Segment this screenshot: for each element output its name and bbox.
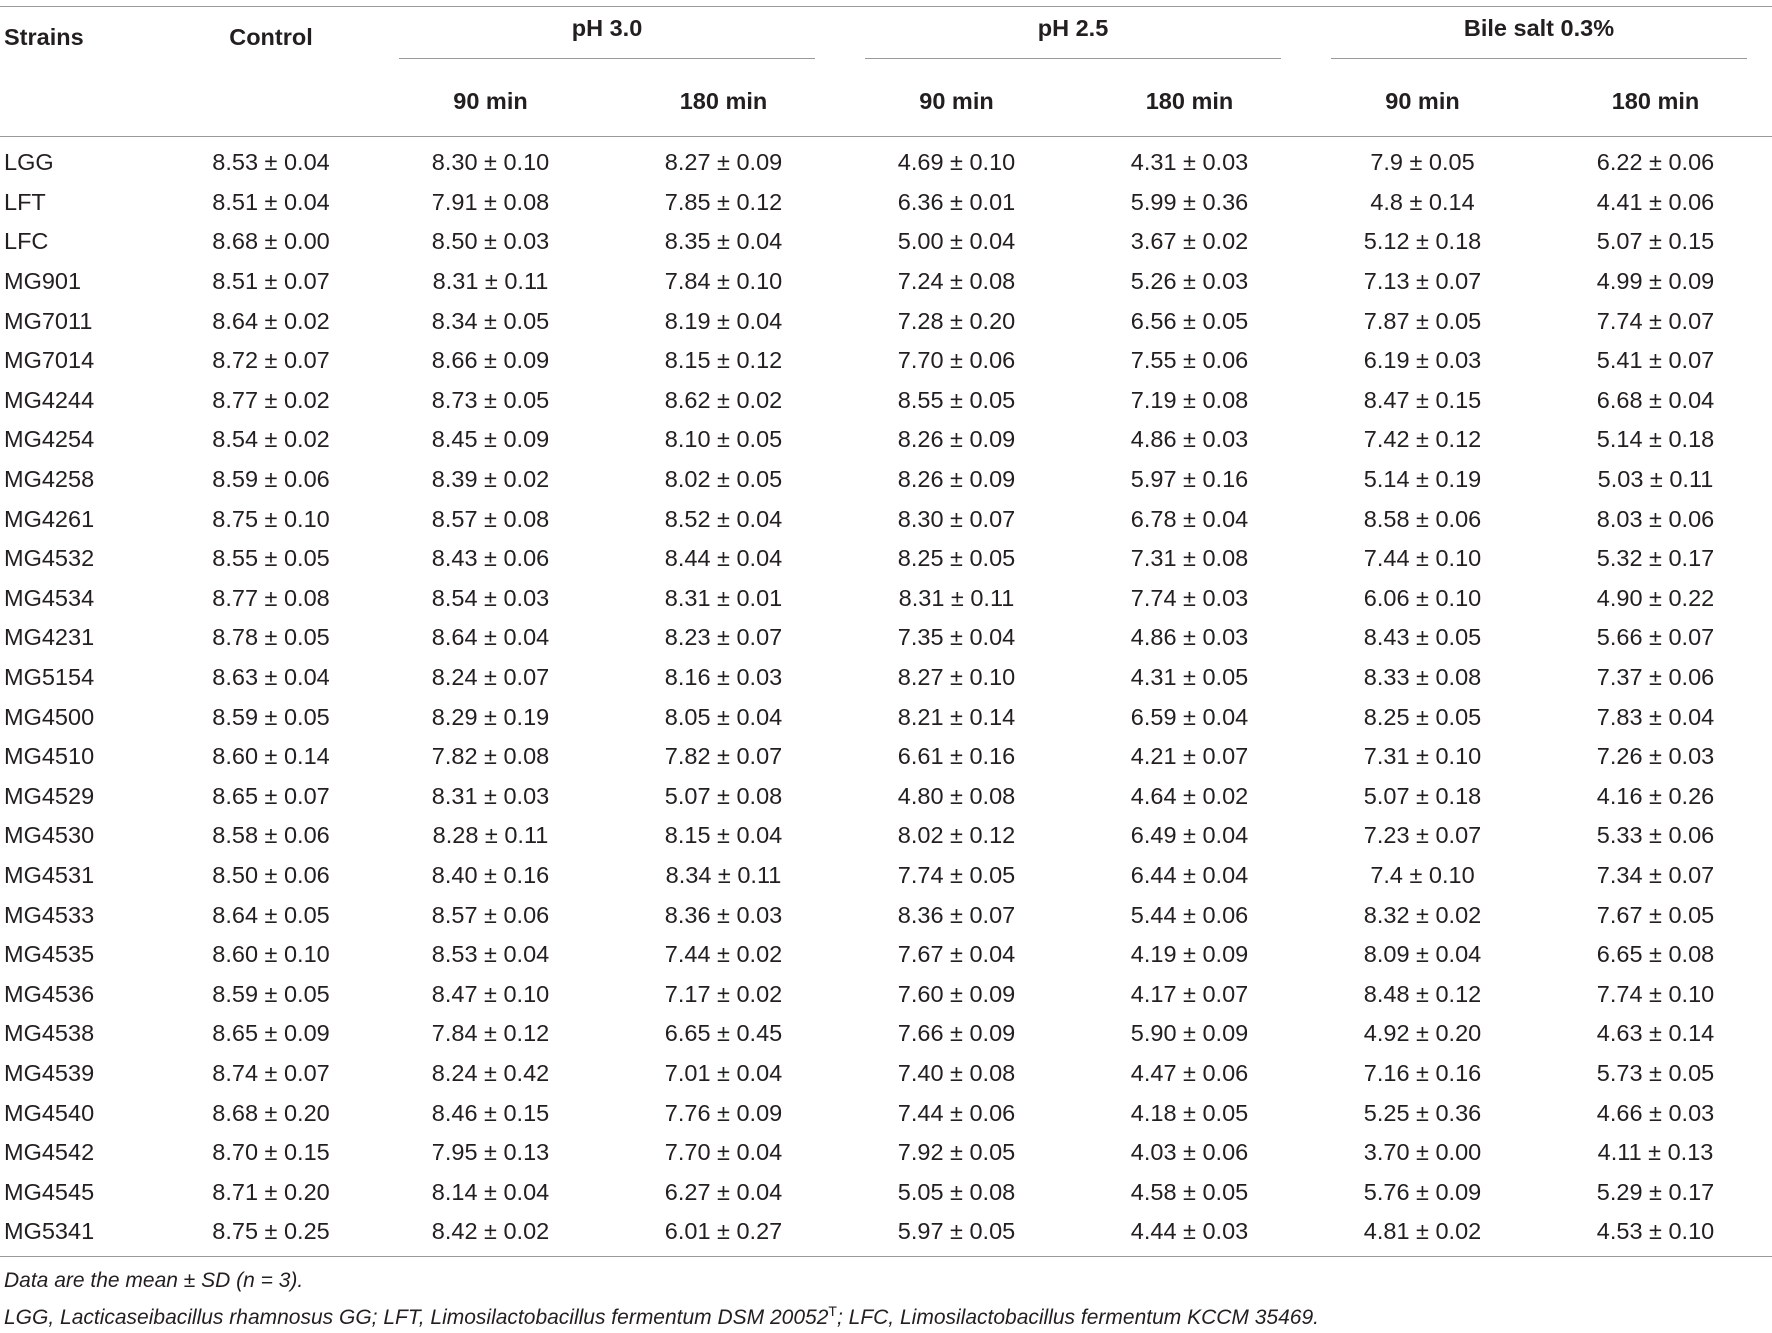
cell-ph30-180min: 8.34 ± 0.11: [665, 861, 782, 888]
footnote-abbreviations-text-end: ; LFC, Limosilactobacillus fermentum KCCM 35469.: [836, 1306, 1319, 1329]
cell-ph30-90min: 8.46 ± 0.15: [431, 1099, 550, 1126]
cell-ph30-90min: 8.14 ± 0.04: [431, 1178, 550, 1205]
cell-ph25-90min: 7.24 ± 0.08: [897, 268, 1016, 295]
group-rule-bile-salt: [1331, 58, 1747, 59]
cell-strain: MG5154: [4, 664, 95, 691]
cell-strain: LGG: [4, 149, 54, 176]
cell-ph30-180min: 7.82 ± 0.07: [664, 743, 783, 770]
cell-strain: MG4244: [4, 386, 95, 413]
cell-ph30-180min: 8.23 ± 0.07: [664, 624, 783, 651]
cell-bile-90min: 4.81 ± 0.02: [1363, 1218, 1482, 1245]
cell-ph30-180min: 8.15 ± 0.04: [664, 822, 783, 849]
cell-ph25-180min: 4.18 ± 0.05: [1130, 1099, 1249, 1126]
cell-control: 8.74 ± 0.07: [212, 1059, 330, 1086]
cell-bile-90min: 8.58 ± 0.06: [1363, 505, 1482, 532]
cell-ph25-180min: 6.56 ± 0.05: [1130, 307, 1249, 334]
table-row: [0, 618, 1772, 658]
cell-strain: MG4532: [4, 545, 95, 572]
table-row: [0, 935, 1772, 975]
table-row: [0, 658, 1772, 698]
cell-control: 8.54 ± 0.02: [212, 426, 330, 453]
cell-bile-90min: 8.09 ± 0.04: [1363, 941, 1482, 968]
header-group-bile-salt: [1306, 7, 1772, 68]
cell-bile-90min: 5.12 ± 0.18: [1363, 228, 1482, 255]
cell-control: 8.77 ± 0.08: [212, 584, 330, 611]
cell-bile-180min: 4.16 ± 0.26: [1596, 782, 1715, 809]
cell-bile-180min: 7.34 ± 0.07: [1596, 861, 1715, 888]
cell-control: 8.53 ± 0.04: [212, 149, 330, 176]
cell-ph25-180min: 4.17 ± 0.07: [1130, 980, 1249, 1007]
cell-ph30-90min: 7.91 ± 0.08: [431, 188, 550, 215]
cell-ph25-180min: 4.19 ± 0.09: [1130, 941, 1249, 968]
header-group-ph30: [374, 7, 840, 68]
table-header: [0, 7, 1772, 137]
cell-bile-90min: 7.23 ± 0.07: [1363, 822, 1482, 849]
cell-ph25-180min: 5.26 ± 0.03: [1130, 268, 1249, 295]
cell-bile-90min: 5.14 ± 0.19: [1363, 466, 1482, 493]
cell-control: 8.65 ± 0.07: [212, 782, 330, 809]
cell-ph25-180min: 4.21 ± 0.07: [1130, 743, 1249, 770]
cell-control: 8.75 ± 0.10: [212, 505, 330, 532]
table-row: [0, 974, 1772, 1014]
cell-bile-180min: 6.68 ± 0.04: [1596, 386, 1715, 413]
cell-strain: MG4542: [4, 1139, 95, 1166]
cell-strain: MG4530: [4, 822, 95, 849]
table-row: [0, 499, 1772, 539]
cell-bile-180min: 5.14 ± 0.18: [1596, 426, 1715, 453]
cell-control: 8.64 ± 0.02: [212, 307, 330, 334]
header-ph30-180min: 180 min: [679, 88, 768, 114]
cell-bile-180min: 5.33 ± 0.06: [1596, 822, 1715, 849]
cell-ph30-180min: 8.36 ± 0.03: [664, 901, 783, 928]
cell-ph25-180min: 7.19 ± 0.08: [1130, 386, 1249, 413]
cell-strain: MG4536: [4, 980, 95, 1007]
cell-bile-180min: 4.11 ± 0.13: [1597, 1139, 1714, 1166]
strain-survival-table: [0, 6, 1772, 1257]
cell-bile-90min: 8.33 ± 0.08: [1363, 664, 1482, 691]
cell-bile-180min: 5.66 ± 0.07: [1596, 624, 1715, 651]
cell-strain: MG4231: [4, 624, 95, 651]
cell-ph25-90min: 7.35 ± 0.04: [897, 624, 1016, 651]
cell-strain: MG7014: [4, 347, 95, 374]
table-row: [0, 895, 1772, 935]
cell-strain: MG4545: [4, 1178, 95, 1205]
cell-bile-180min: 5.03 ± 0.11: [1597, 466, 1714, 493]
header-ph25-90min: 90 min: [919, 88, 994, 114]
cell-ph30-180min: 5.07 ± 0.08: [664, 782, 783, 809]
cell-ph30-180min: 7.01 ± 0.04: [664, 1059, 783, 1086]
table-row: [0, 183, 1772, 223]
cell-ph25-180min: 4.44 ± 0.03: [1130, 1218, 1249, 1245]
cell-ph25-180min: 6.49 ± 0.04: [1130, 822, 1249, 849]
cell-ph25-180min: 6.78 ± 0.04: [1130, 505, 1249, 532]
cell-ph30-90min: 8.42 ± 0.02: [431, 1218, 550, 1245]
header-ph30-90min: 90 min: [453, 88, 528, 114]
cell-bile-180min: 6.65 ± 0.08: [1596, 941, 1715, 968]
cell-ph30-90min: 8.31 ± 0.03: [431, 782, 550, 809]
table-row: [0, 579, 1772, 619]
cell-ph30-90min: 8.57 ± 0.06: [431, 901, 550, 928]
cell-bile-180min: 4.53 ± 0.10: [1596, 1218, 1715, 1245]
cell-bile-180min: 7.74 ± 0.10: [1596, 980, 1715, 1007]
cell-control: 8.68 ± 0.20: [212, 1099, 330, 1126]
cell-ph25-90min: 8.25 ± 0.05: [897, 545, 1016, 572]
cell-strain: MG901: [4, 268, 82, 295]
table-row: [0, 262, 1772, 302]
table-row: [0, 420, 1772, 460]
header-blank-control: [168, 67, 374, 137]
cell-ph25-90min: 8.02 ± 0.12: [897, 822, 1016, 849]
cell-bile-90min: 5.07 ± 0.18: [1363, 782, 1482, 809]
cell-ph25-90min: 4.69 ± 0.10: [897, 149, 1016, 176]
cell-ph30-90min: 8.53 ± 0.04: [431, 941, 550, 968]
cell-ph25-90min: 7.70 ± 0.06: [897, 347, 1016, 374]
cell-ph25-90min: 7.67 ± 0.04: [897, 941, 1016, 968]
cell-control: 8.59 ± 0.05: [212, 980, 330, 1007]
cell-bile-90min: 4.92 ± 0.20: [1363, 1020, 1482, 1047]
cell-control: 8.78 ± 0.05: [212, 624, 330, 651]
cell-strain: MG4535: [4, 941, 95, 968]
cell-ph30-90min: 8.43 ± 0.06: [431, 545, 550, 572]
cell-ph30-180min: 8.02 ± 0.05: [664, 466, 783, 493]
cell-bile-180min: 5.07 ± 0.15: [1596, 228, 1715, 255]
cell-bile-90min: 8.48 ± 0.12: [1363, 980, 1482, 1007]
footnote-abbreviations: [4, 1296, 1319, 1333]
cell-strain: MG4539: [4, 1059, 95, 1086]
table-row: [0, 1014, 1772, 1054]
cell-control: 8.50 ± 0.06: [212, 861, 330, 888]
cell-bile-90min: 8.25 ± 0.05: [1363, 703, 1482, 730]
cell-ph30-90min: 8.54 ± 0.03: [431, 584, 550, 611]
cell-ph25-180min: 7.55 ± 0.06: [1130, 347, 1249, 374]
cell-strain: MG4540: [4, 1099, 95, 1126]
cell-ph30-180min: 6.01 ± 0.27: [664, 1218, 783, 1245]
cell-strain: MG4510: [4, 743, 95, 770]
cell-ph25-180min: 7.74 ± 0.03: [1130, 584, 1249, 611]
cell-control: 8.72 ± 0.07: [212, 347, 330, 374]
cell-strain: MG4529: [4, 782, 95, 809]
cell-strain: LFC: [4, 228, 49, 255]
header-bile-90min: 90 min: [1385, 88, 1460, 114]
cell-ph30-90min: 8.50 ± 0.03: [431, 228, 550, 255]
cell-ph25-90min: 6.61 ± 0.16: [897, 743, 1016, 770]
header-bile-180min: 180 min: [1611, 88, 1700, 114]
header-blank-strains: [0, 67, 168, 137]
strain-survival-table-container: [0, 6, 1772, 1257]
cell-bile-90min: 4.8 ± 0.14: [1370, 188, 1475, 215]
cell-ph25-90min: 8.36 ± 0.07: [897, 901, 1016, 928]
cell-bile-180min: 4.90 ± 0.22: [1596, 584, 1715, 611]
cell-bile-90min: 7.44 ± 0.10: [1363, 545, 1482, 572]
cell-bile-180min: 4.66 ± 0.03: [1596, 1099, 1715, 1126]
cell-strain: MG4500: [4, 703, 95, 730]
cell-bile-180min: 5.32 ± 0.17: [1596, 545, 1715, 572]
cell-ph30-90min: 8.73 ± 0.05: [431, 386, 550, 413]
cell-ph30-180min: 8.31 ± 0.01: [664, 584, 783, 611]
table-row: [0, 1212, 1772, 1256]
cell-bile-90min: 8.32 ± 0.02: [1363, 901, 1482, 928]
table-row: [0, 539, 1772, 579]
cell-ph30-90min: 8.24 ± 0.42: [431, 1059, 550, 1086]
cell-control: 8.64 ± 0.05: [212, 901, 330, 928]
group-label-bile-salt: Bile salt 0.3%: [1463, 15, 1615, 41]
cell-ph25-90min: 6.36 ± 0.01: [897, 188, 1016, 215]
cell-bile-180min: 4.99 ± 0.09: [1596, 268, 1715, 295]
table-body: [0, 137, 1772, 1257]
cell-ph25-90min: 7.92 ± 0.05: [897, 1139, 1016, 1166]
cell-bile-90min: 6.06 ± 0.10: [1363, 584, 1482, 611]
cell-ph30-90min: 8.45 ± 0.09: [431, 426, 550, 453]
cell-ph30-90min: 8.47 ± 0.10: [431, 980, 550, 1007]
cell-bile-90min: 7.87 ± 0.05: [1363, 307, 1482, 334]
cell-bile-90min: 5.76 ± 0.09: [1363, 1178, 1482, 1205]
cell-bile-180min: 4.63 ± 0.14: [1596, 1020, 1715, 1047]
cell-ph25-90min: 7.40 ± 0.08: [897, 1059, 1016, 1086]
cell-control: 8.55 ± 0.05: [212, 545, 330, 572]
cell-bile-180min: 7.37 ± 0.06: [1596, 664, 1715, 691]
footnote-sd: Data are the mean ± SD (n = 3).: [4, 1269, 304, 1292]
cell-bile-180min: 7.26 ± 0.03: [1596, 743, 1715, 770]
header-row-groups: [0, 7, 1772, 68]
cell-ph25-90min: 5.00 ± 0.04: [897, 228, 1016, 255]
cell-bile-180min: 6.22 ± 0.06: [1596, 149, 1715, 176]
cell-bile-90min: 5.25 ± 0.36: [1363, 1099, 1482, 1126]
cell-ph25-180min: 5.90 ± 0.09: [1130, 1020, 1249, 1047]
cell-bile-180min: 5.29 ± 0.17: [1596, 1178, 1715, 1205]
cell-ph25-90min: 8.55 ± 0.05: [897, 386, 1016, 413]
cell-bile-180min: 5.41 ± 0.07: [1596, 347, 1715, 374]
table-row: [0, 697, 1772, 737]
cell-ph30-180min: 8.16 ± 0.03: [664, 664, 783, 691]
cell-ph30-90min: 8.34 ± 0.05: [431, 307, 550, 334]
header-row-times: [0, 67, 1772, 137]
cell-control: 8.59 ± 0.05: [212, 703, 330, 730]
cell-control: 8.51 ± 0.07: [212, 268, 330, 295]
cell-bile-180min: 8.03 ± 0.06: [1596, 505, 1715, 532]
cell-ph30-180min: 8.10 ± 0.05: [664, 426, 783, 453]
cell-ph30-90min: 7.95 ± 0.13: [431, 1139, 550, 1166]
cell-ph30-180min: 8.27 ± 0.09: [664, 149, 783, 176]
cell-strain: MG4534: [4, 584, 95, 611]
table-row: [0, 816, 1772, 856]
table-footnotes: [4, 1266, 1319, 1333]
table-row: [0, 137, 1772, 183]
cell-ph30-180min: 7.70 ± 0.04: [664, 1139, 783, 1166]
cell-bile-180min: 4.41 ± 0.06: [1596, 188, 1715, 215]
cell-ph25-180min: 4.47 ± 0.06: [1130, 1059, 1249, 1086]
cell-bile-90min: 7.42 ± 0.12: [1363, 426, 1482, 453]
cell-ph30-180min: 7.44 ± 0.02: [664, 941, 783, 968]
cell-bile-180min: 5.73 ± 0.05: [1596, 1059, 1715, 1086]
group-rule-ph30: [399, 58, 815, 59]
cell-control: 8.58 ± 0.06: [212, 822, 330, 849]
cell-strain: MG4261: [4, 505, 95, 532]
cell-ph25-90min: 8.30 ± 0.07: [897, 505, 1016, 532]
cell-ph30-180min: 8.62 ± 0.02: [664, 386, 783, 413]
cell-ph30-180min: 8.19 ± 0.04: [664, 307, 783, 334]
cell-ph30-90min: 8.39 ± 0.02: [431, 466, 550, 493]
cell-control: 8.75 ± 0.25: [212, 1218, 330, 1245]
cell-ph30-90min: 8.31 ± 0.11: [432, 268, 549, 295]
cell-control: 8.71 ± 0.20: [212, 1178, 330, 1205]
cell-ph30-90min: 8.57 ± 0.08: [431, 505, 550, 532]
header-group-ph25: [840, 7, 1306, 68]
cell-ph30-180min: 7.76 ± 0.09: [664, 1099, 783, 1126]
group-rule-ph25: [865, 58, 1281, 59]
header-control: Control: [168, 7, 374, 68]
cell-ph30-90min: 8.28 ± 0.11: [432, 822, 549, 849]
cell-strain: MG4531: [4, 861, 95, 888]
cell-ph25-90min: 8.31 ± 0.11: [898, 584, 1015, 611]
cell-control: 8.59 ± 0.06: [212, 466, 330, 493]
table-row: [0, 1054, 1772, 1094]
group-label-ph25: pH 2.5: [1037, 15, 1109, 41]
cell-bile-90min: 7.4 ± 0.10: [1370, 861, 1475, 888]
cell-strain: MG5341: [4, 1218, 95, 1245]
table-row: [0, 1172, 1772, 1212]
cell-strain: LFT: [4, 188, 46, 215]
table-row: [0, 460, 1772, 500]
cell-ph25-90min: 5.97 ± 0.05: [897, 1218, 1016, 1245]
cell-ph25-180min: 4.86 ± 0.03: [1130, 624, 1249, 651]
cell-strain: MG4538: [4, 1020, 95, 1047]
cell-ph25-90min: 8.21 ± 0.14: [897, 703, 1016, 730]
table-row: [0, 777, 1772, 817]
cell-bile-90min: 7.9 ± 0.05: [1370, 149, 1475, 176]
cell-ph25-180min: 4.31 ± 0.05: [1130, 664, 1249, 691]
cell-bile-90min: 8.43 ± 0.05: [1363, 624, 1482, 651]
cell-ph30-180min: 8.05 ± 0.04: [664, 703, 783, 730]
cell-control: 8.60 ± 0.14: [212, 743, 330, 770]
table-row: [0, 737, 1772, 777]
cell-ph30-180min: 6.65 ± 0.45: [664, 1020, 783, 1047]
cell-ph30-90min: 8.66 ± 0.09: [431, 347, 550, 374]
cell-ph30-90min: 8.24 ± 0.07: [431, 664, 550, 691]
cell-ph25-180min: 4.58 ± 0.05: [1130, 1178, 1249, 1205]
cell-control: 8.51 ± 0.04: [212, 188, 330, 215]
cell-ph30-90min: 7.82 ± 0.08: [431, 743, 550, 770]
cell-ph25-180min: 5.99 ± 0.36: [1130, 188, 1249, 215]
cell-ph30-180min: 7.84 ± 0.10: [664, 268, 783, 295]
cell-ph25-180min: 6.44 ± 0.04: [1130, 861, 1249, 888]
header-strains: Strains: [0, 7, 168, 68]
table-row: [0, 301, 1772, 341]
cell-strain: MG4258: [4, 466, 95, 493]
cell-ph30-90min: 8.40 ± 0.16: [431, 861, 550, 888]
cell-ph30-180min: 7.17 ± 0.02: [664, 980, 783, 1007]
header-ph25-180min: 180 min: [1145, 88, 1234, 114]
group-label-ph30: pH 3.0: [571, 15, 643, 41]
cell-ph25-180min: 4.03 ± 0.06: [1130, 1139, 1249, 1166]
cell-control: 8.68 ± 0.00: [212, 228, 330, 255]
table-row: [0, 856, 1772, 896]
cell-ph25-90min: 7.44 ± 0.06: [897, 1099, 1016, 1126]
table-row: [0, 222, 1772, 262]
cell-bile-90min: 8.47 ± 0.15: [1363, 386, 1482, 413]
cell-control: 8.63 ± 0.04: [212, 664, 330, 691]
cell-ph25-180min: 7.31 ± 0.08: [1130, 545, 1249, 572]
cell-ph25-180min: 3.67 ± 0.02: [1130, 228, 1249, 255]
cell-strain: MG7011: [4, 307, 93, 334]
cell-ph25-90min: 7.60 ± 0.09: [897, 980, 1016, 1007]
cell-bile-90min: 7.16 ± 0.16: [1363, 1059, 1482, 1086]
footnote-abbreviations-text: LGG, Lacticaseibacillus rhamnosus GG; LFT, Limosilactobacillus fermentum DSM 20052: [4, 1306, 829, 1329]
cell-ph25-90min: 5.05 ± 0.08: [897, 1178, 1016, 1205]
cell-bile-90min: 7.31 ± 0.10: [1363, 743, 1482, 770]
cell-bile-180min: 7.74 ± 0.07: [1596, 307, 1715, 334]
cell-ph30-180min: 8.15 ± 0.12: [664, 347, 783, 374]
cell-ph30-90min: 8.30 ± 0.10: [431, 149, 550, 176]
cell-control: 8.70 ± 0.15: [212, 1139, 330, 1166]
cell-ph25-180min: 4.86 ± 0.03: [1130, 426, 1249, 453]
type-strain-superscript: T: [828, 1303, 837, 1319]
cell-ph25-90min: 8.27 ± 0.10: [897, 664, 1016, 691]
cell-ph25-180min: 4.31 ± 0.03: [1130, 149, 1249, 176]
cell-ph25-180min: 5.97 ± 0.16: [1130, 466, 1249, 493]
cell-ph25-180min: 6.59 ± 0.04: [1130, 703, 1249, 730]
table-row: [0, 381, 1772, 421]
cell-ph25-180min: 4.64 ± 0.02: [1130, 782, 1249, 809]
cell-ph25-90min: 7.66 ± 0.09: [897, 1020, 1016, 1047]
cell-ph25-90min: 7.74 ± 0.05: [897, 861, 1016, 888]
cell-strain: MG4254: [4, 426, 95, 453]
cell-ph25-90min: 8.26 ± 0.09: [897, 466, 1016, 493]
cell-control: 8.60 ± 0.10: [212, 941, 330, 968]
cell-bile-90min: 7.13 ± 0.07: [1363, 268, 1482, 295]
cell-ph25-90min: 4.80 ± 0.08: [897, 782, 1016, 809]
table-row: [0, 341, 1772, 381]
cell-ph30-90min: 7.84 ± 0.12: [431, 1020, 550, 1047]
cell-ph30-90min: 8.29 ± 0.19: [431, 703, 550, 730]
cell-ph30-90min: 8.64 ± 0.04: [431, 624, 550, 651]
table-row: [0, 1133, 1772, 1173]
cell-ph25-90min: 7.28 ± 0.20: [897, 307, 1016, 334]
cell-ph30-180min: 6.27 ± 0.04: [664, 1178, 783, 1205]
cell-ph25-90min: 8.26 ± 0.09: [897, 426, 1016, 453]
cell-strain: MG4533: [4, 901, 95, 928]
cell-ph30-180min: 7.85 ± 0.12: [664, 188, 783, 215]
cell-ph30-180min: 8.52 ± 0.04: [664, 505, 783, 532]
cell-control: 8.65 ± 0.09: [212, 1020, 330, 1047]
cell-ph30-180min: 8.35 ± 0.04: [664, 228, 783, 255]
cell-control: 8.77 ± 0.02: [212, 386, 330, 413]
cell-ph30-180min: 8.44 ± 0.04: [664, 545, 783, 572]
cell-bile-90min: 6.19 ± 0.03: [1363, 347, 1482, 374]
cell-ph25-180min: 5.44 ± 0.06: [1130, 901, 1249, 928]
cell-bile-180min: 7.67 ± 0.05: [1596, 901, 1715, 928]
table-row: [0, 1093, 1772, 1133]
cell-bile-180min: 7.83 ± 0.04: [1596, 703, 1715, 730]
cell-bile-90min: 3.70 ± 0.00: [1363, 1139, 1482, 1166]
